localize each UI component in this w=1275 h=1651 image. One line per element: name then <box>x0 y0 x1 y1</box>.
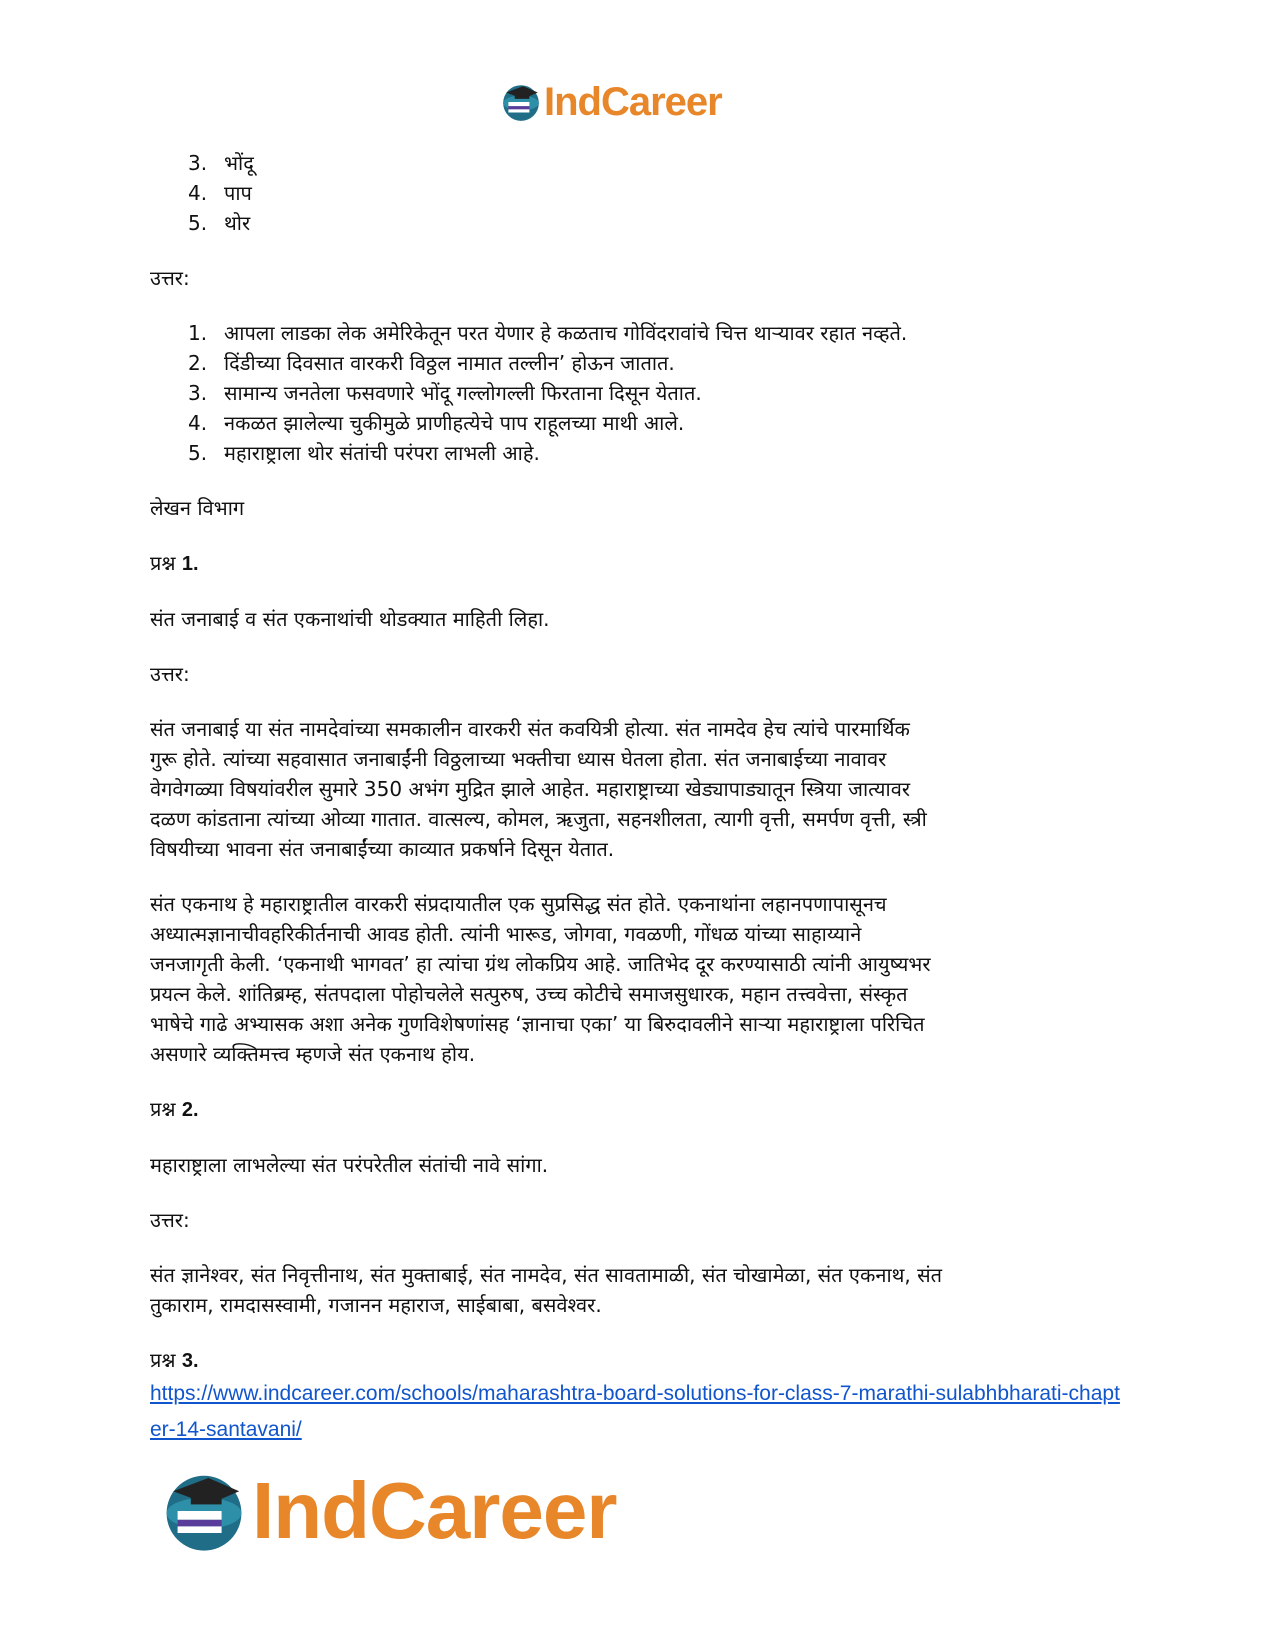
question-heading-1: प्रश्न 1. <box>150 551 199 575</box>
brand-name: IndCareer <box>544 80 722 124</box>
source-link[interactable]: https://www.indcareer.com/schools/maharashtra-board-solutions-for-class-7-marathi-sulabhbharati-chapter-14-santavani/ <box>150 1382 1120 1441</box>
list-item: 4. नकळत झालेल्या चुकीमुळे प्राणीहत्येचे पाप राहूलच्या माथी आले. <box>188 411 685 435</box>
question-heading-3: प्रश्न 3. <box>150 1348 199 1372</box>
answer-paragraph: संत ज्ञानेश्वर, संत निवृत्तीनाथ, संत मुक्ताबाई, संत नामदेव, संत सावतामाळी, संत चोखामेळा, संत एकनाथ, संत तुकाराम, रामदासस्वामी, गजानन महाराज, साईबाबा, बसवेश्वर. <box>150 1263 943 1317</box>
answer-label: उत्तर: <box>150 266 190 290</box>
graduation-cap-book-globe-icon <box>160 1467 248 1555</box>
list-item: 2. दिंडीच्या दिवसात वारकरी विठ्ठल नामात तल्लीन’ होऊन जातात. <box>188 351 675 375</box>
graduation-cap-book-globe-icon <box>500 81 542 123</box>
answer-label: उत्तर: <box>150 1208 190 1232</box>
answer-list <box>150 318 1130 468</box>
answer-paragraph: संत एकनाथ हे महाराष्ट्रातील वारकरी संप्रदायातील एक सुप्रसिद्ध संत होते. एकनाथांना लहानपणापासूनच अध्यात्मज्ञानाचीवहरिकीर्तनाची आवड होती. त्यांनी भारूड, जोगवा, गवळणी, गोंधळ यांच्या साहाय्याने जनजागृती केली. ‘एकनाथी भागवत’ हा त्यांचा ग्रंथ लोकप्रिय आहे. जातिभेद दूर करण्यासाठी त्यांनी आयुष्यभर प्रयत्न केले. शांतिब्रम्ह, संतपदाला पोहोचलेले सत्पुरुष, उच्च कोटीचे समाजसुधारक, महान तत्त्ववेत्ता, संस्कृत भाषेचे गाढे अभ्यासक अशा अनेक गुणविशेषणांसह ‘ज्ञानाचा एका’ या बिरुदावलीने साऱ्या महाराष्ट्राला परिचित असणारे व्यक्तिमत्त्व म्हणजे संत एकनाथ होय. <box>150 892 931 1066</box>
question-text-1: संत जनाबाई व संत एकनाथांची थोडक्यात माहिती लिहा. <box>150 607 550 631</box>
question-heading-2: प्रश्न 2. <box>150 1097 199 1121</box>
vocabulary-list <box>150 148 1130 238</box>
list-item: 5. थोर <box>188 211 251 235</box>
page-content <box>150 148 1130 1448</box>
list-item: 3. सामान्य जनतेला फसवणारे भोंदू गल्लोगल्ली फिरताना दिसून येतात. <box>188 381 702 405</box>
list-item: 3. भोंदू <box>188 151 254 175</box>
question-text-2: महाराष्ट्राला लाभलेल्या संत परंपरेतील संतांची नावे सांगा. <box>150 1153 549 1177</box>
brand-logo-bottom <box>160 1465 616 1557</box>
answer-label: उत्तर: <box>150 662 190 686</box>
brand-name: IndCareer <box>252 1466 617 1555</box>
list-item: 4. पाप <box>188 181 252 205</box>
brand-logo-top <box>500 78 722 126</box>
list-item: 5. महाराष्ट्राला थोर संतांची परंपरा लाभली आहे. <box>188 441 540 465</box>
list-item: 1. आपला लाडका लेक अमेरिकेतून परत येणार हे कळताच गोविंदरावांचे चित्त थाऱ्यावर रहात नव्हते. <box>188 321 908 345</box>
section-heading: लेखन विभाग <box>150 496 245 520</box>
answer-paragraph: संत जनाबाई या संत नामदेवांच्या समकालीन वारकरी संत कवयित्री होत्या. संत नामदेव हेच त्यांचे पारमार्थिक गुरू होते. त्यांच्या सहवासात जनाबाईंनी विठ्ठलाच्या भक्तीचा ध्यास घेतला होता. संत जनाबाईच्या नावावर वेगवेगळ्या विषयांवरील सुमारे 350 अभंग मुद्रित झाले आहेत. महाराष्ट्राच्या खेड्यापाड्यातून स्त्रिया जात्यावर दळण कांडताना त्यांच्या ओव्या गातात. वात्सल्य, कोमल, ऋजुता, सहनशीलता, त्यागी वृत्ती, समर्पण वृत्ती, स्त्री विषयीच्या भावना संत जनाबाईंच्या काव्यात प्रकर्षाने दिसून येतात. <box>150 717 927 861</box>
